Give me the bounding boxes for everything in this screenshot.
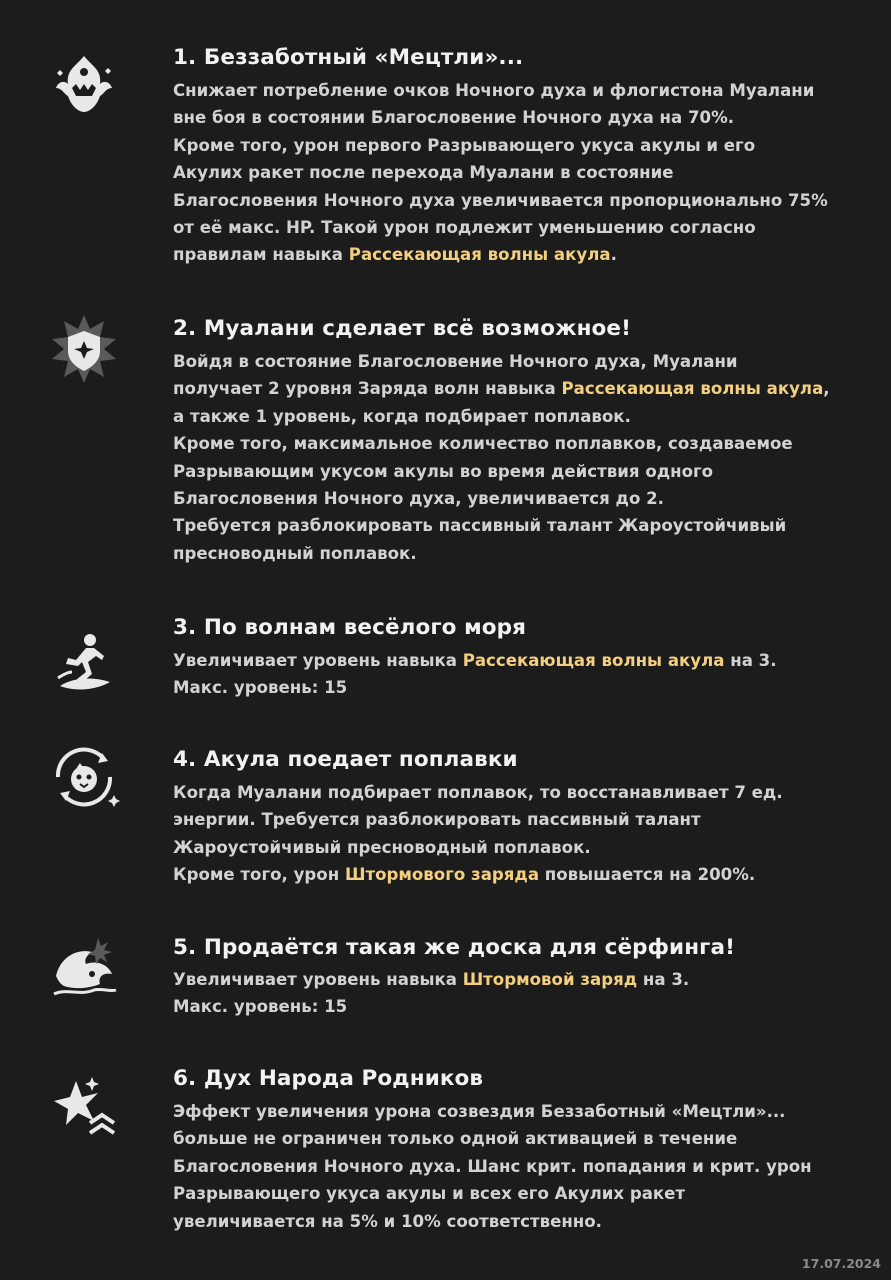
entry-description: [173, 348, 873, 567]
description-text: Разрывающего укуса акулы и всех его Акулих ракет: [173, 1184, 686, 1204]
description-text: .: [610, 245, 617, 265]
description-text: а также 1 уровень, когда подбирает поплавок.: [173, 406, 631, 426]
shark-cycle-icon: [46, 739, 122, 815]
description-line: [173, 485, 873, 512]
description-line: [173, 375, 873, 402]
description-line: [173, 132, 873, 159]
description-text: Разрывающим укусом акулы во время действия одного: [173, 461, 714, 481]
description-text: вне боя в состоянии Благословение Ночного духа на 70%.: [173, 108, 735, 128]
description-line: [173, 1153, 873, 1180]
description-text: Эффект увеличения урона созвездия Беззаботный «Мецтли»...: [173, 1102, 786, 1121]
entry-description: [173, 77, 873, 269]
description-line: [173, 647, 873, 674]
entry-title: 4. Акула поедает поплавки: [173, 747, 518, 772]
description-line: [173, 779, 873, 806]
description-line: [173, 1125, 873, 1152]
description-text: Войдя в состояние Благословение Ночного духа, Муалани: [173, 352, 738, 371]
description-line: [173, 861, 873, 888]
date-stamp: 17.07.2024: [801, 1256, 881, 1271]
mask-flame-icon: [46, 50, 122, 126]
description-text: Кроме того, урон: [173, 865, 345, 885]
description-text: Кроме того, урон первого Разрывающего укуса акулы и его: [173, 135, 756, 155]
description-text: Увеличивает уровень навыка: [173, 970, 463, 989]
description-line: [173, 674, 873, 701]
skill-name-highlight: Рассекающая волны акула: [348, 245, 611, 265]
description-line: [173, 512, 873, 539]
entry-description: [173, 966, 873, 1021]
description-line: [173, 403, 873, 430]
skill-name-highlight: Рассекающая волны акула: [561, 379, 824, 399]
surfer-icon: [46, 626, 122, 702]
description-line: [173, 1208, 873, 1235]
description-line: [173, 834, 873, 861]
skill-name-highlight: Рассекающая волны акула: [462, 651, 725, 670]
description-line: [173, 458, 873, 485]
description-text: Акулих ракет после перехода Муалани в состояние: [173, 163, 674, 183]
description-text: получает 2 уровня Заряда волн навыка: [173, 379, 562, 399]
description-line: [173, 430, 873, 457]
description-line: [173, 993, 873, 1020]
skill-name-highlight: Штормового заряда: [344, 865, 540, 885]
entry-description: [173, 1098, 873, 1235]
description-line: [173, 348, 873, 375]
entry-title: 1. Беззаботный «Мецтли»...: [173, 45, 524, 70]
description-text: правилам навыка: [173, 245, 349, 265]
description-text: увеличивается на 5% и 10% соответственно.: [173, 1211, 602, 1231]
description-line: [173, 241, 873, 268]
entry-title: 6. Дух Народа Родников: [173, 1066, 484, 1091]
description-text: ,: [823, 379, 830, 399]
entry-description: [173, 779, 873, 889]
description-text: Кроме того, максимальное количество поплавков, создаваемое: [173, 434, 793, 454]
description-text: Макс. уровень: 15: [173, 997, 348, 1017]
description-line: [173, 966, 873, 993]
description-line: [173, 540, 873, 567]
description-text: Снижает потребление очков Ночного духа и флогистона Муалани: [173, 81, 815, 100]
description-line: [173, 1180, 873, 1207]
skill-name-highlight: Штормовой заряд: [462, 970, 638, 989]
description-line: [173, 159, 873, 186]
description-text: Макс. уровень: 15: [173, 678, 348, 698]
entry-title: 2. Муалани сделает всё возможное!: [173, 316, 632, 341]
description-text: Благословения Ночного духа. Шанс крит. попадания и крит. урон: [173, 1156, 812, 1176]
description-text: Увеличивает уровень навыка: [173, 651, 463, 670]
entry-title: 3. По волнам весёлого моря: [173, 615, 527, 640]
description-line: [173, 77, 873, 104]
description-text: пресноводный поплавок.: [173, 543, 417, 563]
star-chevron-icon: [46, 1069, 122, 1145]
description-line: [173, 187, 873, 214]
description-text: Благословения Ночного духа, увеличивается до 2.: [173, 488, 664, 508]
description-line: [173, 1098, 873, 1125]
description-text: Когда Муалани подбирает поплавок, то восстанавливает 7 ед.: [173, 783, 783, 802]
shark-wave-icon: [46, 930, 122, 1006]
description-text: от её макс. HP. Такой урон подлежит уменьшению согласно: [173, 217, 756, 237]
description-text: Жароустойчивый пресноводный поплавок.: [173, 837, 591, 857]
description-text: повышается на 200%.: [539, 865, 756, 885]
entry-title: 5. Продаётся такая же доска для сёрфинга!: [173, 935, 736, 960]
shield-burst-icon: [46, 311, 122, 387]
description-text: больше не ограничен только одной активацией в течение: [173, 1129, 738, 1149]
description-text: энергии. Требуется разблокировать пассивный талант: [173, 810, 701, 830]
description-line: [173, 104, 873, 131]
description-text: Требуется разблокировать пассивный талант Жароустойчивый: [173, 516, 787, 536]
description-line: [173, 214, 873, 241]
description-text: на 3.: [724, 651, 777, 670]
description-line: [173, 806, 873, 833]
description-text: Благословения Ночного духа увеличивается пропорционально 75%: [173, 190, 828, 210]
entry-description: [173, 647, 873, 702]
description-text: на 3.: [637, 970, 690, 989]
